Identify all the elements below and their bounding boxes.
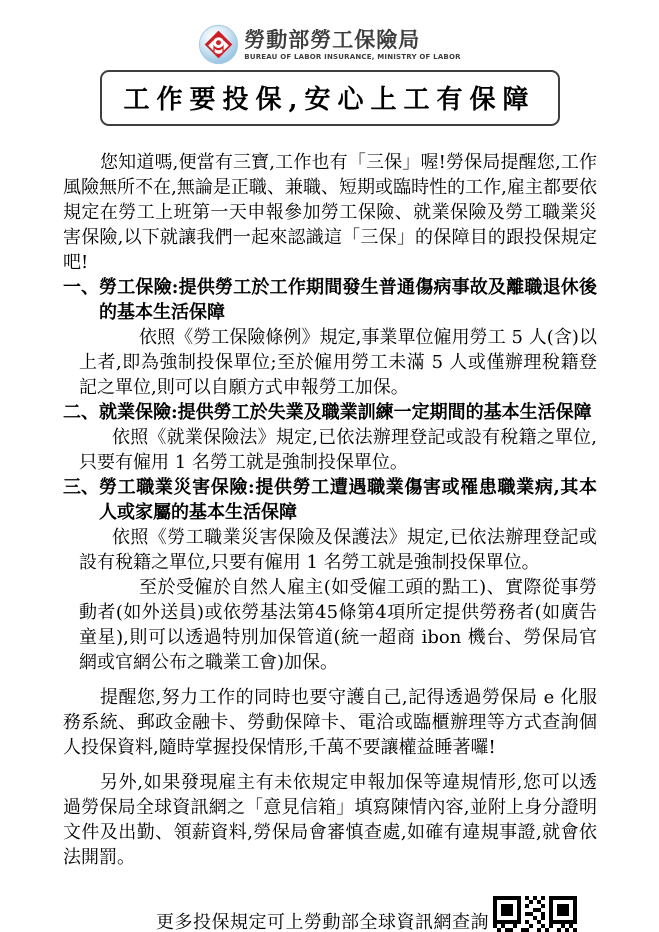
footer xyxy=(63,896,597,932)
section-number: 三、 xyxy=(63,477,99,498)
section-heading-row xyxy=(63,475,597,525)
section-number: 二、 xyxy=(63,402,99,423)
reminder-paragraph: 提醒您,努力工作的同時也要守護自己,記得透過勞保局 e 化服務系統、郵政金融卡、勞動保障卡、電洽或臨櫃辦理等方式查詢個人投保資料,隨時掌握投保情形,千萬不要讓權益睡著囉! xyxy=(63,687,597,758)
title-banner-text: 工作要投保,安心上工有保障 xyxy=(123,85,536,115)
qr-caption: 更多投保規定可上勞動部全球資訊網查詢 xyxy=(156,912,489,932)
org-name-en: BUREAU OF LABOR INSURANCE, MINISTRY OF LABOR xyxy=(244,53,461,61)
section-paragraph: 依照《勞工保險條例》規定,事業單位僱用勞工 5 人(含)以上者,即為強制投保單位;至於僱用勞工未滿 5 人或僅辦理稅籍登記之單位,則可以自願方式申報勞工加保。 xyxy=(79,327,597,398)
section-paragraph: 至於受僱於自然人雇主(如受僱工頭的點工)、實際從事勞動者(如外送員)或依勞基法第45條第4項所定提供勞務者(如廣告童星),則可以透過特別加保管道(統一超商 ibon 機台、勞保局官網或官網公布之職業工會)加保。 xyxy=(79,577,597,673)
report-violation-paragraph: 另外,如果發現雇主有未依規定申報加保等違規情形,您可以透過勞保局全球資訊網之「意見信箱」填寫陳情內容,並附上身分證明文件及出勤、領薪資料,勞保局會審慎查處,如確有違規事證,就會依法開罰。 xyxy=(63,772,597,868)
section-heading-row xyxy=(63,275,597,325)
document-header xyxy=(0,0,659,65)
section-paragraph: 依照《勞工職業災害保險及保護法》規定,已依法辦理登記或設有稅籍之單位,只要有僱用 1 名勞工就是強制投保單位。 xyxy=(79,527,597,573)
section-heading-row xyxy=(63,400,597,425)
section-employment-insurance xyxy=(63,400,597,475)
section-paragraph: 依照《就業保險法》規定,已依法辦理登記或設有稅籍之單位,只要有僱用 1 名勞工就是強制投保單位。 xyxy=(79,427,597,473)
section-occupational-accident-insurance xyxy=(63,475,597,675)
section-heading: 就業保險:提供勞工於失業及職業訓練一定期間的基本生活保障 xyxy=(99,402,592,423)
section-heading: 勞工保險:提供勞工於工作期間發生普通傷病事故及離職退休後的基本生活保障 xyxy=(99,277,597,323)
intro-paragraph: 您知道嗎,便當有三寶,工作也有「三保」喔!勞保局提醒您,工作風險無所不在,無論是正職、兼職、短期或臨時性的工作,雇主都要依規定在勞工上班第一天申報參加勞工保險、就業保險及勞工職業災害保險,以下就讓我們一起來認識這「三保」的保障目的跟投保規定吧! xyxy=(63,152,597,273)
document-body xyxy=(0,150,659,932)
bli-logo-icon xyxy=(198,24,239,65)
qr-code xyxy=(493,896,577,932)
org-name-zh: 勞動部勞工保險局 xyxy=(244,28,421,52)
section-number: 一、 xyxy=(63,277,99,298)
section-labor-insurance xyxy=(63,275,597,400)
section-heading: 勞工職業災害保險:提供勞工遭遇職業傷害或罹患職業病,其本人或家屬的基本生活保障 xyxy=(99,477,597,523)
org-names xyxy=(244,28,460,61)
title-banner xyxy=(100,70,560,126)
